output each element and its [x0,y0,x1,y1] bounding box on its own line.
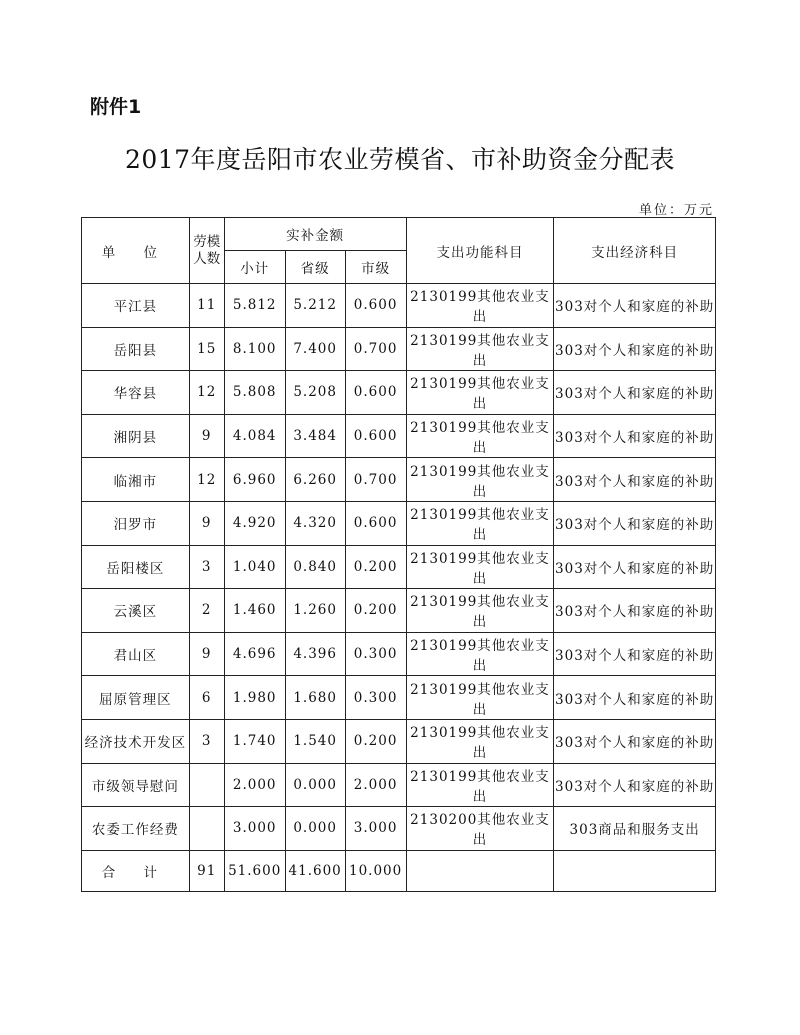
cell-econ: 303对个人和家庭的补助 [554,632,716,676]
cell-count: 91 [189,850,224,891]
cell-city: 10.000 [345,850,406,891]
cell-unit: 华容县 [82,371,190,415]
cell-func: 2130199其他农业支出 [406,719,554,763]
cell-unit: 湘阴县 [82,414,190,458]
cell-subtotal: 6.960 [224,458,285,502]
header-amount: 实补金额 [224,218,406,251]
table-row [82,284,716,328]
table-row [82,763,716,807]
cell-subtotal: 4.696 [224,632,285,676]
cell-econ: 303对个人和家庭的补助 [554,676,716,720]
header-count: 劳模人数 [189,218,224,284]
cell-econ: 303对个人和家庭的补助 [554,545,716,589]
total-row [82,850,716,891]
cell-econ: 303对个人和家庭的补助 [554,458,716,502]
cell-econ [554,850,716,891]
cell-unit: 临湘市 [82,458,190,502]
cell-subtotal: 3.000 [224,807,285,851]
cell-provincial: 0.000 [285,763,345,807]
cell-func: 2130200其他农业支出 [406,807,554,851]
cell-count: 12 [189,371,224,415]
cell-provincial: 6.260 [285,458,345,502]
allocation-table [81,217,716,892]
cell-func: 2130199其他农业支出 [406,501,554,545]
cell-subtotal: 1.740 [224,719,285,763]
cell-func [406,850,554,891]
cell-count: 9 [189,632,224,676]
unit-note: 单位：万元 [638,203,714,218]
cell-count: 3 [189,545,224,589]
cell-unit: 云溪区 [82,589,190,633]
header-economic-subject: 支出经济科目 [554,218,716,284]
cell-subtotal: 4.920 [224,501,285,545]
cell-unit: 汨罗市 [82,501,190,545]
cell-func: 2130199其他农业支出 [406,763,554,807]
table-row [82,327,716,371]
cell-provincial: 5.208 [285,371,345,415]
table-row [82,719,716,763]
cell-func: 2130199其他农业支出 [406,676,554,720]
cell-func: 2130199其他农业支出 [406,545,554,589]
cell-unit: 岳阳县 [82,327,190,371]
cell-econ: 303对个人和家庭的补助 [554,589,716,633]
cell-func: 2130199其他农业支出 [406,284,554,328]
attachment-label: 附件1 [90,96,142,118]
cell-subtotal: 1.980 [224,676,285,720]
cell-provincial: 1.260 [285,589,345,633]
cell-subtotal: 1.040 [224,545,285,589]
cell-unit: 君山区 [82,632,190,676]
cell-count: 6 [189,676,224,720]
cell-provincial: 1.680 [285,676,345,720]
cell-econ: 303对个人和家庭的补助 [554,719,716,763]
cell-econ: 303对个人和家庭的补助 [554,327,716,371]
cell-city: 2.000 [345,763,406,807]
cell-func: 2130199其他农业支出 [406,632,554,676]
cell-count: 9 [189,414,224,458]
cell-city: 3.000 [345,807,406,851]
cell-econ: 303对个人和家庭的补助 [554,371,716,415]
table-row [82,458,716,502]
cell-subtotal: 51.600 [224,850,285,891]
header-provincial: 省级 [285,251,345,284]
cell-count: 11 [189,284,224,328]
cell-city: 0.600 [345,284,406,328]
table-row [82,632,716,676]
cell-subtotal: 4.084 [224,414,285,458]
cell-subtotal: 2.000 [224,763,285,807]
table-row [82,676,716,720]
cell-city: 0.200 [345,719,406,763]
cell-count [189,807,224,851]
cell-provincial: 4.320 [285,501,345,545]
cell-provincial: 0.840 [285,545,345,589]
cell-unit: 岳阳楼区 [82,545,190,589]
cell-subtotal: 5.812 [224,284,285,328]
cell-econ: 303对个人和家庭的补助 [554,763,716,807]
cell-func: 2130199其他农业支出 [406,414,554,458]
cell-city: 0.600 [345,371,406,415]
header-city: 市级 [345,251,406,284]
table-row [82,807,716,851]
cell-city: 0.700 [345,327,406,371]
cell-unit: 平江县 [82,284,190,328]
cell-provincial: 0.000 [285,807,345,851]
cell-unit: 经济技术开发区 [82,719,190,763]
cell-count: 9 [189,501,224,545]
table-row [82,371,716,415]
header-subtotal: 小计 [224,251,285,284]
cell-unit: 农委工作经费 [82,807,190,851]
cell-econ: 303商品和服务支出 [554,807,716,851]
cell-count: 2 [189,589,224,633]
cell-city: 0.600 [345,501,406,545]
cell-provincial: 5.212 [285,284,345,328]
table-row [82,589,716,633]
cell-provincial: 1.540 [285,719,345,763]
page-title: 2017年度岳阳市农业劳模省、市补助资金分配表 [124,145,676,174]
cell-provincial: 4.396 [285,632,345,676]
cell-count: 3 [189,719,224,763]
cell-count [189,763,224,807]
cell-city: 0.300 [345,632,406,676]
cell-subtotal: 5.808 [224,371,285,415]
cell-unit: 屈原管理区 [82,676,190,720]
header-unit: 单 位 [82,218,190,284]
cell-econ: 303对个人和家庭的补助 [554,414,716,458]
cell-func: 2130199其他农业支出 [406,458,554,502]
cell-subtotal: 8.100 [224,327,285,371]
cell-city: 0.200 [345,545,406,589]
cell-func: 2130199其他农业支出 [406,371,554,415]
cell-city: 0.600 [345,414,406,458]
table-row [82,545,716,589]
cell-count: 15 [189,327,224,371]
cell-provincial: 41.600 [285,850,345,891]
table-row [82,501,716,545]
cell-unit: 合 计 [82,850,190,891]
cell-city: 0.300 [345,676,406,720]
cell-provincial: 7.400 [285,327,345,371]
cell-econ: 303对个人和家庭的补助 [554,501,716,545]
cell-subtotal: 1.460 [224,589,285,633]
cell-unit: 市级领导慰问 [82,763,190,807]
cell-count: 12 [189,458,224,502]
cell-city: 0.700 [345,458,406,502]
cell-provincial: 3.484 [285,414,345,458]
cell-city: 0.200 [345,589,406,633]
cell-func: 2130199其他农业支出 [406,327,554,371]
table-row [82,414,716,458]
header-function-subject: 支出功能科目 [406,218,554,284]
cell-func: 2130199其他农业支出 [406,589,554,633]
cell-econ: 303对个人和家庭的补助 [554,284,716,328]
